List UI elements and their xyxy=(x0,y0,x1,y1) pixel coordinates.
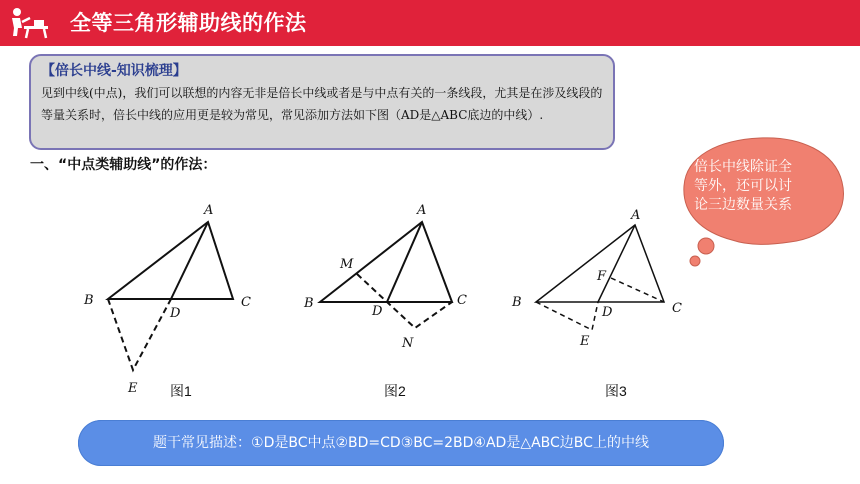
fig2-point-b: B xyxy=(304,296,314,311)
knowledge-box xyxy=(29,54,615,150)
fig3-caption: 图3 xyxy=(605,383,627,399)
fig3-point-f: F xyxy=(597,269,607,284)
fig1-point-b: B xyxy=(84,293,94,308)
fig2-point-n: N xyxy=(402,336,414,351)
knowledge-title: 【倍长中线-知识梳理】 xyxy=(41,63,187,79)
fig2-point-c: C xyxy=(457,293,467,308)
fig3-point-b: B xyxy=(512,295,522,310)
bubble-text: 倍长中线除证全等外，还可以讨论三边数量关系 xyxy=(694,159,792,213)
fig1-point-d: D xyxy=(170,306,181,321)
fig2-point-m: M xyxy=(340,257,354,272)
fig2-point-d: D xyxy=(372,304,383,319)
fig1-point-a: A xyxy=(204,203,214,218)
section-heading: 一、“中点类辅助线”的作法： xyxy=(30,157,217,173)
fig3-point-d: D xyxy=(602,305,613,320)
fig3-point-e: E xyxy=(580,334,590,349)
geometry-figures xyxy=(0,190,860,420)
fig1-point-e: E xyxy=(128,381,138,396)
page-title: 全等三角形辅助线的作法 xyxy=(70,11,307,35)
description-text: 题干常见描述：①D是BC中点②BD=CD③BC=2BD④AD是△ABC边BC上的中线 xyxy=(153,435,649,451)
figure-1 xyxy=(108,222,233,370)
knowledge-text: 见到中线(中点)，我们可以联想的内容无非是倍长中线或者是与中点有关的一条线段，尤其是在涉及线段的等量关系时，倍长中线的应用更是较为常见，常见添加方法如下图（AD是△ABC底边的中线）. xyxy=(41,86,603,122)
header-bar xyxy=(0,0,860,46)
fig2-point-a: A xyxy=(417,203,427,218)
teacher-desk-icon xyxy=(8,6,52,40)
figure-2 xyxy=(320,222,452,328)
fig3-point-c: C xyxy=(672,301,682,316)
fig1-point-c: C xyxy=(241,295,251,310)
fig2-caption: 图2 xyxy=(384,383,406,399)
fig3-point-a: A xyxy=(631,208,641,223)
fig1-caption: 图1 xyxy=(170,383,192,399)
description-pill xyxy=(78,420,724,466)
